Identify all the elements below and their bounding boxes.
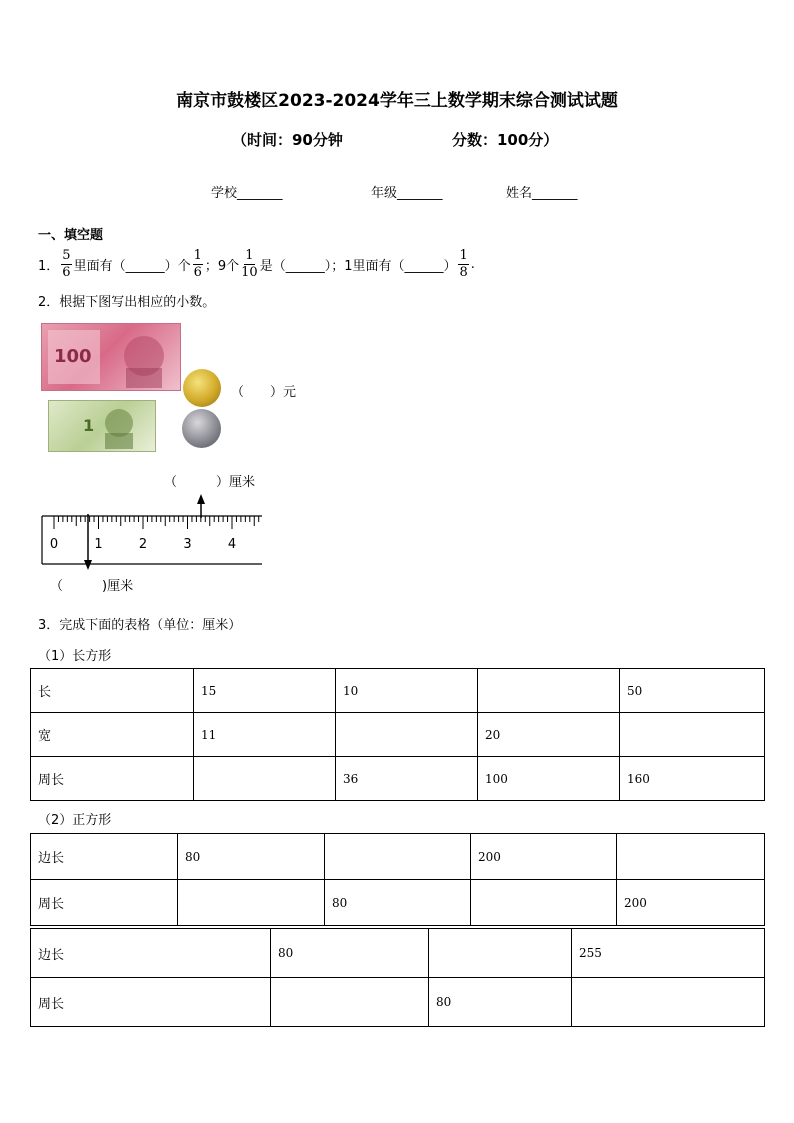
table-cell: 80 [271,929,429,978]
table-row [31,757,765,801]
school-field: 学校_______ [211,186,283,201]
row-header-cell: 宽 [31,713,194,757]
name-field: 姓名_______ [506,186,578,201]
svg-text:1: 1 [83,416,95,435]
table-cell: 200 [471,834,617,880]
table-cell: 80 [178,834,325,880]
table-row [31,834,765,880]
table-cell: 36 [336,757,478,801]
ruler-label: 2 [138,537,148,552]
ruler-label: 0 [49,537,59,552]
table-cell [194,757,336,801]
coin-1-jiao-icon [182,409,221,448]
table-cell: 11 [194,713,336,757]
table-cell: 50 [620,669,765,713]
banknote-1-yuan-image [48,400,156,452]
svg-text:100: 100 [54,346,92,367]
fraction-one-eighth: $\frac{1}{8}$ [459,247,468,280]
table-cell [620,713,765,757]
table-cell: 80 [429,978,572,1027]
table-cell [178,880,325,926]
grade-field: 年级_______ [371,186,443,201]
table-cell [572,978,765,1027]
square-table-b [30,928,765,1027]
coin-5-jiao-icon [183,369,221,407]
table-cell: 10 [336,669,478,713]
rectangle-table-title: （1）长方形 [38,649,112,664]
row-header-cell: 周长 [31,880,178,926]
table-row [31,713,765,757]
table-cell [271,978,429,1027]
table-cell: 80 [325,880,471,926]
question-1 [38,244,475,284]
banknote-100-yuan-image [41,323,181,391]
table-cell [471,880,617,926]
table-cell: 15 [194,669,336,713]
row-header-cell: 边长 [31,929,271,978]
table-cell [336,713,478,757]
table-row [31,669,765,713]
fraction-one-sixth: $\frac{1}{6}$ [193,247,202,280]
fraction-five-sixths: $\frac{5}{6}$ [62,247,71,280]
table-cell: 255 [572,929,765,978]
ruler-bottom-arrow [84,560,92,570]
q1-number: 1． [38,258,60,274]
square-table-a [30,833,765,926]
table-cell [429,929,572,978]
ruler-ticks [54,516,259,529]
table-row [31,929,765,978]
section-heading: 一、填空题 [38,228,104,243]
q1-text-2: ；9个 [204,258,240,274]
table-cell: 160 [620,757,765,801]
ruler-bottom-answer: （ )厘米 [50,579,134,594]
fraction-one-tenth: $\frac{1}{10}$ [241,247,258,280]
banknote-100-art [42,324,180,390]
table-cell [617,834,765,880]
table-cell: 20 [478,713,620,757]
ruler-label: 4 [227,537,237,552]
q1-text-1: 里面有（______）个 [73,258,191,274]
row-header-cell: 边长 [31,834,178,880]
q1-text-4: . [470,256,475,272]
ruler-diagram [38,494,268,572]
ruler-labels [50,537,236,552]
table-cell [325,834,471,880]
question-3: 3．完成下面的表格（单位：厘米） [38,618,242,633]
row-header-cell: 周长 [31,978,271,1027]
table-cell: 200 [617,880,765,926]
exam-score: 分数：100分） [452,131,559,149]
table-row [31,978,765,1027]
page-title: 南京市鼓楼区2023-2024学年三上数学期末综合测试试题 [176,91,618,111]
exam-time: （时间：90分钟 [232,131,343,149]
row-header-cell: 长 [31,669,194,713]
money-answer-blank: （ ）元 [231,385,297,400]
row-header-cell: 周长 [31,757,194,801]
ruler-label: 1 [94,537,103,552]
rectangle-table [30,668,765,801]
ruler-label: 3 [183,537,192,552]
banknote-1-art [49,401,155,451]
table-cell [478,669,620,713]
table-row [31,880,765,926]
q1-text-3: 是（______）；1里面有（______） [259,258,457,274]
question-2: 2．根据下图写出相应的小数。 [38,295,216,310]
square-table-title: （2）正方形 [38,813,112,828]
table-cell: 100 [478,757,620,801]
ruler-top-answer: （ ）厘米 [164,475,256,490]
